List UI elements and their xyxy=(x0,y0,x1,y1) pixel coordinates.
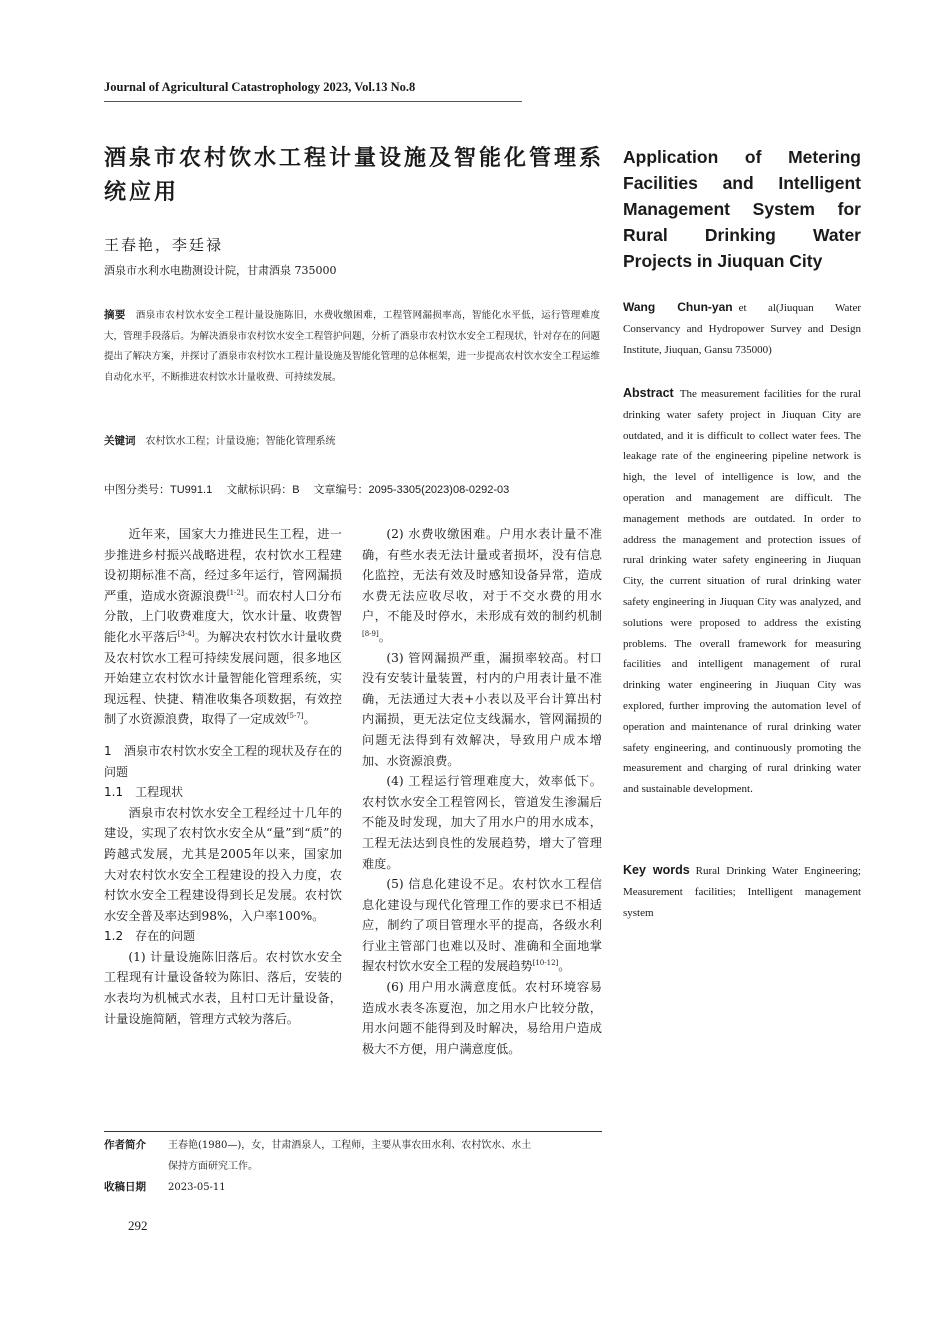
cn-keywords-text: 农村饮水工程；计量设施；智能化管理系统 xyxy=(145,436,336,447)
header-rule xyxy=(104,101,522,102)
cn-abstract-label: 摘要 xyxy=(104,309,126,321)
paragraph: (2) 水费收缴困难。户用水表计量不准确，有些水表无法计量或者损坏，没有信息化监控，无法有效及时感知设备异常，造成水费无法应收尽收，对于不交水费的用水户，不能及时停水，未形成有效的制约机制[8-9]。 xyxy=(362,527,602,644)
received-date xyxy=(104,1177,602,1198)
en-keywords-label: Key words xyxy=(623,863,690,877)
cn-keywords-label: 关键词 xyxy=(104,435,136,447)
paragraph: (5) 信息化建设不足。农村饮水工程信息化建设与现代化管理工作的要求已不相适应，制约了项目管理水平的提高，各级水利行业主管部门也难以及时、准确和全面地掌握农村饮水安全工程的发展趋势[10-12]。 xyxy=(362,877,602,974)
subsection-heading: 1.2 存在的问题 xyxy=(104,929,196,944)
page-number: 292 xyxy=(128,1218,148,1233)
section-heading: 1 酒泉市农村饮水安全工程的现状及存在的问题 xyxy=(104,743,342,779)
author-bio xyxy=(104,1135,602,1156)
citation: [5-7] xyxy=(286,712,304,721)
cn-title: 酒泉市农村饮水工程计量设施及智能化管理系统应用 xyxy=(104,146,605,205)
en-affiliation: et al(Jiuquan Water Conservancy and Hydropower Survey and Design Institute, Jiuquan, Gansu 735000) xyxy=(623,302,861,356)
citation: [1-2] xyxy=(226,588,244,597)
intro-paragraph: 近年来，国家大力推进民生工程，进一步推进乡村振兴战略进程，农村饮水工程建设初期标准不高，经过多年运行，管网漏损严重，造成水资源浪费[1-2]。而农村人口分布分散，上门收费难度大，饮水计量、收费智能化水平落后[3-4]。为解决农村饮水计量收费及农村饮水工程可持续发展问题，很多地区开始建立农村饮水计量智能化管理系统，实现远程、快捷、精准收集各项数据，有效控制了水资源浪费，取得了一定成效[5-7]。 xyxy=(104,527,343,727)
author-bio-text: 王春艳(1980—)，女，甘肃酒泉人，工程师，主要从事农田水利、农村饮水、水土 xyxy=(168,1140,532,1151)
article-number: 文章编号：2095-3305(2023)08-0292-03 xyxy=(313,484,510,496)
cn-abstract-text: 酒泉市农村饮水安全工程计量设施陈旧，水费收缴困难，工程管网漏损率高，智能化水平低，运行管理难度大，管理手段落后。为解决酒泉市农村饮水安全工程管护问题，分析了酒泉市农村饮水安全工程现状，针对存在的问题提出了解决方案，并探讨了酒泉市农村饮水工程计量设施及智能化管理的总体框架，进一步提高农村饮水安全工程运维自动化水平，不断推进农村饮水计量收费、可持续发展。 xyxy=(104,310,600,384)
classification-line xyxy=(104,481,523,497)
cn-authors: 王春艳，李廷禄 xyxy=(104,236,224,254)
received-date-label: 收稿日期 xyxy=(104,1181,146,1193)
en-abstract xyxy=(623,383,861,800)
cn-keywords xyxy=(104,432,336,448)
citation: [3-4] xyxy=(177,629,195,638)
paragraph: 酒泉市农村饮水安全工程经过十几年的建设，实现了农村饮水安全从“量”到“质”的跨越式发展，尤其是2005年以来，国家加大对农村饮水安全工程建设的投入力度，农村饮水安全工程建设得到长足发展。农村饮水安全普及率达到98%，入户率100%。 xyxy=(104,805,342,923)
cn-affiliation: 酒泉市水利水电勘测设计院，甘肃酒泉 735000 xyxy=(104,264,337,277)
subsection-heading: 1.1 工程现状 xyxy=(104,785,184,800)
document-code: 文献标识码：B xyxy=(226,484,300,496)
paragraph: (4) 工程运行管理难度大，效率低下。农村饮水安全工程管网长，管道发生渗漏后不能及时发现，加大了用水户的用水成本，工程无法达到良性的发展趋势，增大了管理难度。 xyxy=(362,774,602,871)
classification-number: 中图分类号：TU991.1 xyxy=(104,484,213,496)
cn-abstract xyxy=(104,305,600,389)
footnote-rule xyxy=(104,1131,602,1132)
en-abstract-text: The measurement facilities for the rural drinking water safety project in Jiuquan City are outdated, and it is difficult to collect water fees. The leakage rate of the engineering pipeline network is high, the level of intelligence is low, and the operation and management are difficult. The management methods are outdated. In order to address the management and protection issues of rural drinking water safety engineering in Jiuquan City, the current situation of rural drinking water safety engineering in Jiuquan City was analyzed, and solutions were proposed to address the existing problems. The overall framework for measuring facilities and intelligent management of rural drinking water engineering in Jiuquan City was explored, further improving the automation level of operation and maintenance of rural drinking water safety engineering, and continuously promoting the measurement and charging of rural drinking water and sustainable development. xyxy=(623,388,861,796)
citation: [10-12] xyxy=(532,959,559,968)
en-keywords-text: Rural Drinking Water Engineering; Measurement facilities; Intelligent management system xyxy=(623,865,861,919)
paragraph: (3) 管网漏损严重，漏损率较高。村口没有安装计量装置，村内的户用表计量不准确，无法通过大表+小表以及平台计算出村内漏损，更无法定位支线漏水，管网漏损的问题无法得到有效解决，导致用户成本增加、水资源浪费。 xyxy=(362,650,602,768)
en-keywords xyxy=(623,860,861,923)
author-bio-continued: 保持方面研究工作。 xyxy=(168,1161,258,1172)
received-date-value: 2023-05-11 xyxy=(168,1182,226,1193)
en-abstract-label: Abstract xyxy=(623,386,674,400)
journal-header: Journal of Agricultural Catastrophology 2023, Vol.13 No.8 xyxy=(104,80,416,94)
en-title: Application of Metering Facilities and Intelligent Management System for Rural Drinking Water Projects in Jiuquan City xyxy=(623,147,861,271)
paragraph: (6) 用户用水满意度低。农村环境容易造成水表冬冻夏泡，加之用水户比较分散，用水问题不能得到及时解决，易给用户造成极大不方便，用户满意度低。 xyxy=(362,980,602,1056)
paragraph: (1) 计量设施陈旧落后。农村饮水安全工程现有计量设备较为陈旧、落后，安装的水表均为机械式水表，且村口无计量设备，计量设施简陋，管理方式较为落后。 xyxy=(104,949,342,1026)
en-author-block xyxy=(623,297,861,361)
en-author-name: Wang Chun-yan xyxy=(623,300,733,314)
author-bio-label: 作者简介 xyxy=(104,1139,146,1151)
footnote xyxy=(104,1135,602,1198)
body-column-right xyxy=(362,524,602,1059)
citation: [8-9] xyxy=(362,629,379,638)
body-column-left xyxy=(104,524,342,1029)
